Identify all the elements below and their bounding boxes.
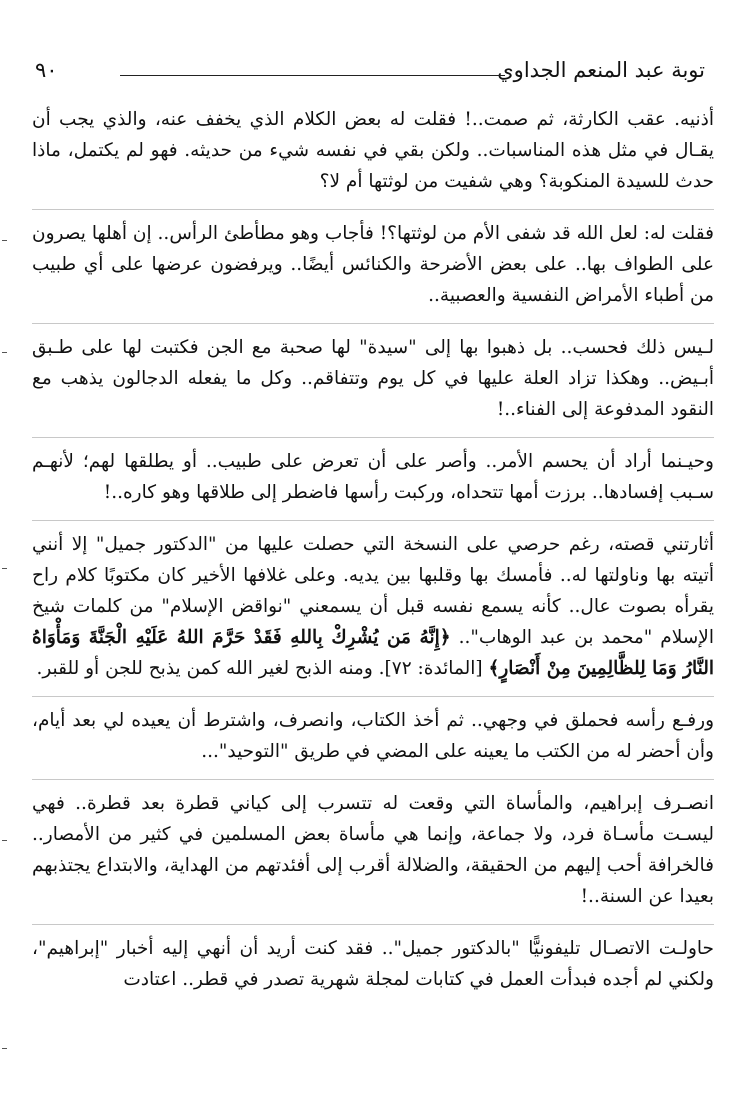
paragraph-5 — [32, 521, 714, 697]
header-rule — [120, 75, 505, 76]
page-body — [32, 96, 714, 1007]
paragraph-8: حاولـت الاتصـال تليفونيًّا "بالدكتور جميل".. فقد كنت أريد أن أنهي إليه أخبار "إبراهيم"، ولكني لم أجده فبدأت العمل في كتابات لمجلة شهرية تصدر في قطر.. اعتادت — [32, 938, 714, 990]
page-number: ٩٠ — [35, 58, 58, 82]
book-title: توبة عبد المنعم الجداوي — [497, 58, 705, 82]
quran-reference: [المائدة: ٧٢]. — [372, 658, 489, 679]
paragraph-7: انصـرف إبراهيم، والمأساة التي وقعت له تتسرب إلى كياني قطرة بعد قطرة.. فهي ليسـت مأسـاة فرد، ولا جماعة، وإنما هي مأساة بعض المسلمين في كثير من الأمصار.. فالخرافة أحب إليهم من الحقيقة، والضلالة أقرب إلى أفئدتهم من الهداية، والابتداع يجتذبهم بعيدا عن السنة..! — [32, 780, 714, 925]
paragraph-6: ورفـع رأسه فحملق في وجهي.. ثم أخذ الكتاب، وانصرف، واشترط أن يعيده لي بعد أيام، وأن أحضر له من الكتب ما يعينه على المضي في طريق "التوحيد"... — [32, 697, 714, 780]
paragraph-5-tail: ومنه الذبح لغير الله كمن يذبح للجن أو للقبر. — [36, 658, 373, 679]
paragraph-2: فقلت له: لعل الله قد شفى الأم من لوثتها؟! فأجاب وهو مطأطئ الرأس.. إن أهلها يصرون على الطواف بها.. على بعض الأضرحة والكنائس أيضًا.. ويرفضون عرضها على أي طبيب من أطباء الأمراض النفسية والعصبية.. — [32, 210, 714, 324]
paragraph-3: لـيس ذلك فحسب.. بل ذهبوا بها إلى "سيدة" لها صحبة مع الجن فكتبت لها على طـبق أبـيض.. وهكذا تزاد العلة عليها في كل يوم وتتفاقم.. وكل ما يفعله الدجالون يذهب مع النقود المدفوعة إلى الفناء..! — [32, 324, 714, 438]
running-header — [35, 58, 705, 88]
margin-mark — [2, 352, 7, 353]
paragraph-4: وحيـنما أراد أن يحسم الأمر.. وأصر على أن تعرض على طبيب.. أو يطلقها لهم؛ لأنهـم سـبب إفسادها.. برزت أمها تتحداه، وركبت رأسها فاضطر إلى طلاقها وهو كاره..! — [32, 438, 714, 521]
margin-mark — [2, 1048, 7, 1049]
paragraph-5-text: أثارتني قصته، رغم حرصي على النسخة التي حصلت عليها من "الدكتور جميل" إلا أنني أتيته بها وناولتها له.. فأمسك بها وقلبها بين يديه. وعلى غلافها الأخير كان مكتوبًا كلام راح يقرأه بصوت عال.. كأنه يسمع نفسه قبل أن يسمعني "نواقض الإسلام" من كلمات شيخ الإسلام "محمد بن عبد الوهاب".. — [32, 534, 714, 648]
paragraph-1: أذنيه. عقب الكارثة، ثم صمت..! فقلت له بعض الكلام الذي يخفف عنه، والذي يجب أن يقـال في مثل هذه المناسبات.. ولكن بقي في نفسه شيء من حديثه. فهو لم يكتمل، ماذا حدث للسيدة المنكوبة؟ وهي شفيت من لوثتها أم لا؟ — [32, 96, 714, 210]
margin-mark — [2, 240, 7, 241]
quran-verse: ﴿إِنَّهُ مَن يُشْرِكْ بِاللهِ فَقَدْ حَرَّمَ اللهُ عَلَيْهِ الْجَنَّةَ وَمَأْوَاهُ النَّارُ وَمَا لِلظَّالِمِينَ مِنْ أَنْصَارٍ﴾ — [32, 627, 714, 679]
margin-mark — [2, 568, 7, 569]
margin-mark — [2, 840, 7, 841]
